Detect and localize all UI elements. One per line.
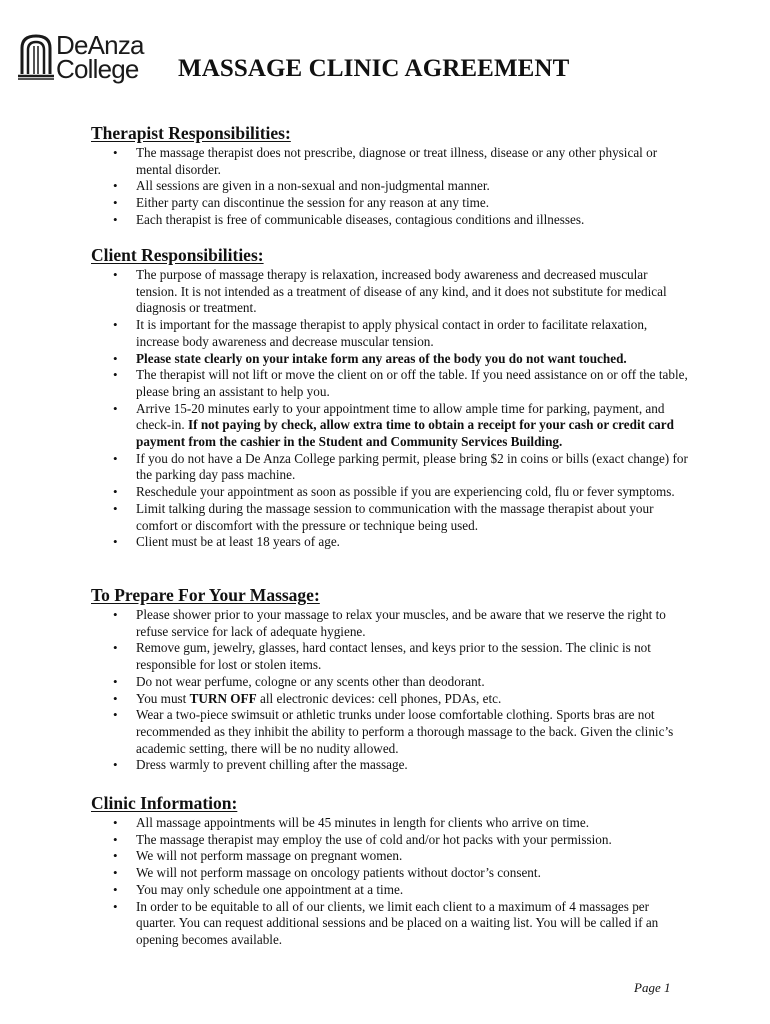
list-item-text: Reschedule your appointment as soon as possible if you are experiencing cold, flu or fever symptoms.: [136, 484, 675, 500]
bullet-icon: •: [113, 195, 118, 211]
list-item: [91, 317, 691, 350]
bullet-icon: •: [113, 450, 118, 466]
section-client-responsibilities: [91, 245, 691, 551]
list-item: [91, 832, 691, 849]
section-heading: Client Responsibilities:: [91, 245, 264, 265]
list-item-text: Either party can discontinue the session for any reason at any time.: [136, 195, 490, 211]
list-item-text: Please shower prior to your massage to relax your muscles, and be aware that we reserve the right to refuse service for lack of adequate hygiene.: [136, 607, 666, 639]
list-item: [91, 351, 691, 368]
list-item: [91, 899, 691, 949]
section-therapist-responsibilities: [91, 123, 691, 229]
bullet-icon: •: [113, 707, 118, 723]
logo-text-line1: DeAnza: [56, 30, 144, 60]
list-item: [91, 501, 691, 534]
list-item-text: Dress warmly to prevent chilling after the massage.: [136, 757, 408, 773]
list-item-text: Client must be at least 18 years of age.: [136, 534, 340, 550]
bullet-icon: •: [113, 640, 118, 656]
list-item: [91, 865, 691, 882]
list-item-text: Each therapist is free of communicable diseases, contagious conditions and illnesses.: [136, 211, 585, 227]
bullet-icon: •: [113, 145, 118, 160]
list-item: [91, 691, 691, 708]
bullet-icon: •: [113, 865, 118, 881]
list-item-text: Arrive 15-20 minutes early to your appointment time to allow ample time for parking, payment, and check-in.: [136, 400, 665, 433]
list-item: [91, 707, 691, 757]
list-item: [91, 815, 691, 832]
list-item-text: The purpose of massage therapy is relaxation, increased body awareness and decreased muscular tension. It is not intended as a treatment of disease of any kind, and it does not substitute for medical diagnosis or treatment.: [136, 267, 667, 316]
bullet-list: [91, 145, 691, 229]
college-logo: [18, 32, 148, 88]
bullet-icon: •: [113, 317, 118, 333]
bullet-icon: •: [113, 757, 118, 773]
bullet-icon: •: [113, 881, 118, 897]
bullet-icon: •: [113, 500, 118, 516]
list-item-text: You may only schedule one appointment at a time.: [136, 881, 404, 897]
section-heading: Clinic Information:: [91, 793, 238, 813]
list-item-text: Wear a two-piece swimsuit or athletic trunks under loose comfortable clothing. Sports bras are not recommended as they inhibit the ability to perform a thorough massage to the back. Given the clinic’s academic setting, there will be no nudity allowed.: [136, 707, 674, 756]
section-heading: To Prepare For Your Massage:: [91, 585, 320, 605]
logo-text-line2: College: [56, 54, 139, 84]
bullet-icon: •: [113, 898, 118, 914]
bullet-icon: •: [113, 848, 118, 864]
list-item-text: The massage therapist may employ the use of cold and/or hot packs with your permission.: [136, 831, 612, 847]
bullet-icon: •: [113, 534, 118, 550]
list-item: [91, 195, 691, 212]
list-item: [91, 674, 691, 691]
list-item-text: The massage therapist does not prescribe, diagnose or treat illness, disease or any other physical or mental disorder.: [136, 145, 658, 177]
list-item: [91, 640, 691, 673]
list-item: [91, 484, 691, 501]
list-item: [91, 178, 691, 195]
bullet-icon: •: [113, 484, 118, 500]
bullet-icon: •: [113, 607, 118, 622]
bullet-icon: •: [113, 367, 118, 383]
section-prepare-for-massage: [91, 585, 691, 774]
bullet-list: [91, 815, 691, 949]
list-item: [91, 451, 691, 484]
page-number: Page 1: [634, 980, 671, 995]
bullet-icon: •: [113, 400, 118, 416]
list-item-text: All massage appointments will be 45 minutes in length for clients who arrive on time.: [136, 815, 590, 830]
bullet-list: [91, 607, 691, 774]
list-item-bold-text: If not paying by check, allow extra time to obtain a receipt for your cash or credit card payment from the cashier in the Student and Community Services Building.: [136, 417, 674, 450]
list-item-text: You must: [136, 690, 190, 706]
list-item: [91, 267, 691, 317]
document-title: MASSAGE CLINIC AGREEMENT: [178, 55, 570, 82]
bullet-icon: •: [113, 178, 118, 194]
section-clinic-information: [91, 793, 691, 949]
list-item-text: Remove gum, jewelry, glasses, hard contact lenses, and keys prior to the session. The clinic is not responsible for lost or stolen items.: [136, 640, 651, 673]
list-item-text: Do not wear perfume, cologne or any scents other than deodorant.: [136, 673, 485, 689]
bullet-icon: •: [113, 831, 118, 847]
list-item-text: The therapist will not lift or move the client on or off the table. If you need assistance on or off the table, please bring an assistant to help you.: [136, 367, 688, 399]
list-item: [91, 607, 691, 640]
list-item: [91, 534, 691, 551]
list-item: [91, 401, 691, 451]
bullet-icon: •: [113, 673, 118, 689]
bullet-icon: •: [113, 350, 118, 366]
list-item-text: Limit talking during the massage session to communication with the massage therapist about your comfort or discomfort with the pressure or technique being used.: [136, 500, 654, 533]
list-item-text: All sessions are given in a non-sexual and non-judgmental manner.: [136, 178, 490, 194]
bullet-icon: •: [113, 267, 118, 282]
list-item-text: In order to be equitable to all of our clients, we limit each client to a maximum of 4 massages per quarter. You can request additional sessions and be placed on a waiting list. You will be called if an opening becomes available.: [136, 898, 659, 947]
list-item: [91, 212, 691, 229]
list-item-bold-text: TURN OFF: [189, 690, 257, 706]
list-item-text: all electronic devices: cell phones, PDAs, etc.: [256, 690, 502, 706]
list-item-text: We will not perform massage on oncology patients without doctor’s consent.: [136, 865, 541, 881]
list-item-text: If you do not have a De Anza College parking permit, please bring $2 in coins or bills (exact change) for the parking day pass machine.: [136, 450, 688, 483]
bullet-list: [91, 267, 691, 551]
bullet-icon: •: [113, 690, 118, 706]
list-item-text: It is important for the massage therapist to apply physical contact in order to facilitate relaxation, increase body awareness and decrease muscular tension.: [136, 317, 648, 349]
list-item-bold-text: Please state clearly on your intake form any areas of the body you do not want touched.: [136, 350, 627, 366]
archway-logo-icon: [18, 32, 54, 80]
list-item: [91, 367, 691, 400]
bullet-icon: •: [113, 815, 118, 830]
bullet-icon: •: [113, 211, 118, 227]
list-item: [91, 882, 691, 899]
list-item: [91, 848, 691, 865]
list-item: [91, 145, 691, 178]
list-item-text: We will not perform massage on pregnant women.: [136, 848, 403, 864]
list-item: [91, 757, 691, 774]
section-heading: Therapist Responsibilities:: [91, 123, 291, 143]
